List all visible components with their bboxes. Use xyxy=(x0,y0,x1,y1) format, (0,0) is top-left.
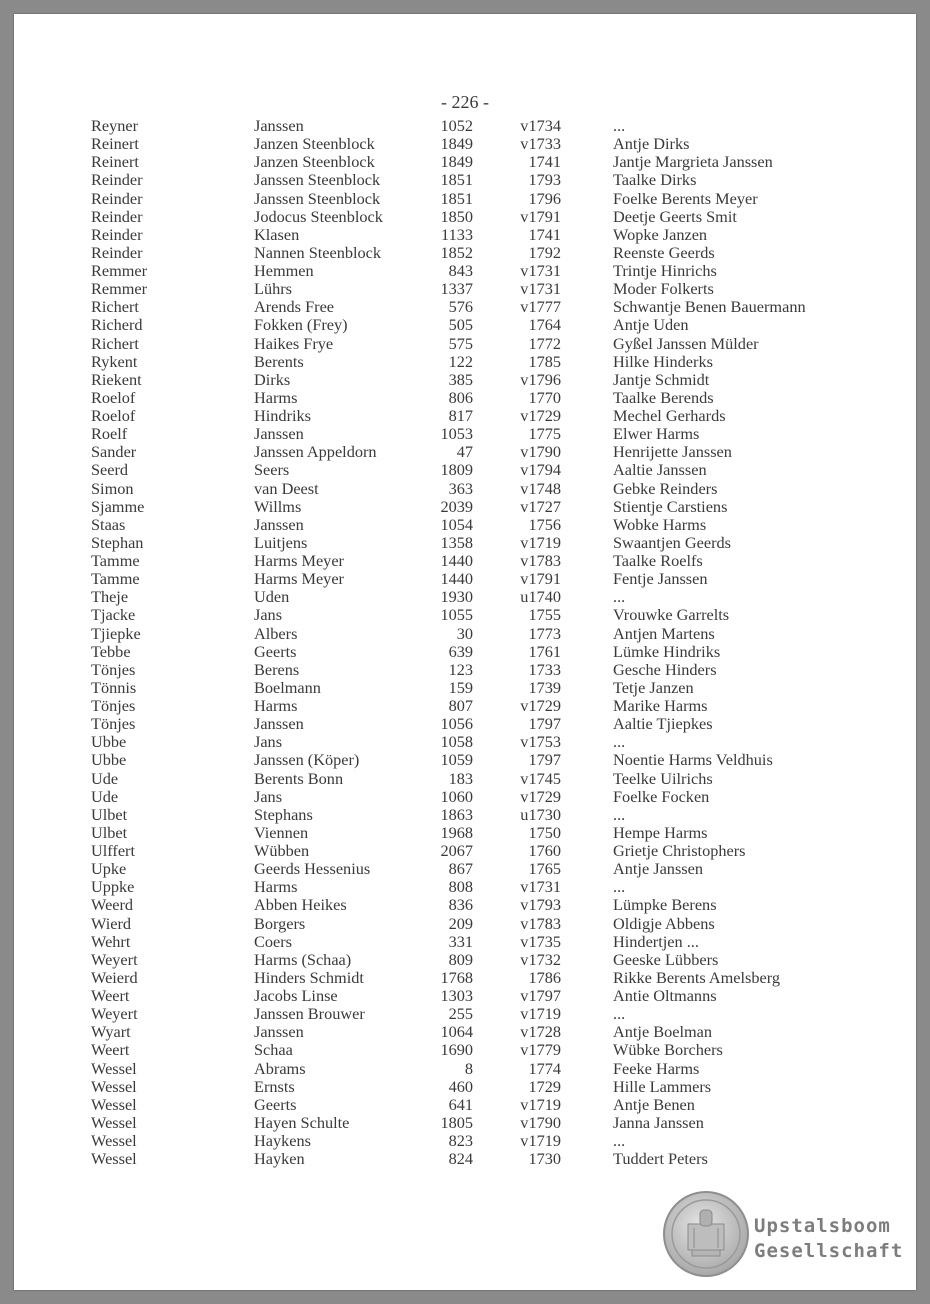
marriage-year: v1731 xyxy=(520,261,561,280)
marriage-year: 1797 xyxy=(528,750,561,770)
register-number: 159 xyxy=(448,677,473,697)
publisher-name-line1: Upstalsboom xyxy=(754,1215,891,1237)
spouse-name: Taalke Dirks xyxy=(613,170,697,190)
spouse-name: Teelke Uilrichs xyxy=(613,768,713,788)
register-number: 641 xyxy=(448,1094,473,1114)
given-name: Tönnis xyxy=(91,677,137,697)
spouse-name: Tuddert Peters xyxy=(613,1149,708,1169)
spouse-name: Janna Janssen xyxy=(613,1112,704,1132)
surname: Haikes Frye xyxy=(254,333,334,353)
spouse-name: Swaantjen Geerds xyxy=(613,532,731,552)
given-name: Weerd xyxy=(91,895,134,915)
marriage-year: v1719 xyxy=(520,1004,561,1024)
marriage-year: v1719 xyxy=(520,532,561,552)
register-number: 183 xyxy=(448,768,473,788)
spouse-name: Geeske Lübbers xyxy=(613,949,719,969)
spouse-name: Jantje Schmidt xyxy=(613,369,710,389)
surname: Wübben xyxy=(254,841,310,860)
register-number: 255 xyxy=(448,1004,473,1024)
marriage-year: 1761 xyxy=(528,641,561,661)
surname: Harms xyxy=(254,696,298,715)
spouse-name: Hille Lammers xyxy=(613,1076,712,1096)
surname: Harms xyxy=(254,387,298,407)
register-number: 1054 xyxy=(440,514,473,534)
surname: Janzen Steenblock xyxy=(254,134,375,154)
surname: Hayen Schulte xyxy=(254,1112,350,1132)
surname: Schaa xyxy=(254,1040,293,1060)
upstalsboom-seal-icon xyxy=(662,1190,750,1278)
spouse-name: Antjen Martens xyxy=(613,623,715,643)
register-number: 460 xyxy=(448,1076,473,1096)
given-name: Sjamme xyxy=(91,496,145,516)
register-number: 1851 xyxy=(440,170,473,190)
surname: Willms xyxy=(254,496,302,516)
register-number: 1849 xyxy=(440,134,473,154)
spouse-name: Gyßel Janssen Mülder xyxy=(613,333,759,353)
marriage-year: 1773 xyxy=(528,623,561,643)
spouse-name: Elwer Harms xyxy=(613,424,700,444)
register-number: 843 xyxy=(448,261,473,280)
register-number: 1337 xyxy=(440,279,473,299)
given-name: Reinder xyxy=(91,224,143,244)
register-number: 2039 xyxy=(440,496,473,516)
register-number: 1851 xyxy=(440,188,473,208)
surname: Nannen Steenblock xyxy=(254,242,382,262)
spouse-name: Taalke Berends xyxy=(613,387,714,407)
marriage-year: 1741 xyxy=(528,224,561,244)
given-name: Tönjes xyxy=(91,696,136,715)
spouse-name: Deetje Geerts Smit xyxy=(613,206,737,226)
marriage-year: v1793 xyxy=(520,895,561,915)
surname: Jans xyxy=(254,605,283,625)
given-name: Reinert xyxy=(91,152,139,172)
register-number: 363 xyxy=(448,478,473,498)
spouse-name: Fentje Janssen xyxy=(613,569,708,589)
marriage-year: v1729 xyxy=(520,786,561,806)
register-number: 639 xyxy=(448,641,473,661)
given-name: Ubbe xyxy=(91,750,127,770)
marriage-year: v1791 xyxy=(520,206,561,226)
given-name: Weyert xyxy=(91,1004,138,1024)
given-name: Reinder xyxy=(91,242,143,262)
spouse-name: Foelke Berents Meyer xyxy=(613,188,758,208)
spouse-name: Oldigje Abbens xyxy=(613,913,715,933)
register-number: 1440 xyxy=(440,551,473,570)
surname: Luitjens xyxy=(254,532,308,552)
surname: Jans xyxy=(254,786,283,806)
register-number: 867 xyxy=(448,859,473,879)
surname: Janssen xyxy=(254,514,304,534)
surname: Jacobs Linse xyxy=(254,986,338,1005)
register-number: 209 xyxy=(448,913,473,933)
spouse-name: Rikke Berents Amelsberg xyxy=(613,967,781,987)
given-name: Theje xyxy=(91,587,129,607)
marriage-year: v1731 xyxy=(520,877,561,897)
given-name: Staas xyxy=(91,514,126,534)
surname: Berens xyxy=(254,659,300,679)
register-number: 1968 xyxy=(440,822,473,842)
marriage-year: 1772 xyxy=(528,333,561,353)
surname: Borgers xyxy=(254,913,306,933)
surname: Berents Bonn xyxy=(254,768,344,788)
marriage-year: 1739 xyxy=(528,677,561,697)
register-number: 1930 xyxy=(440,587,473,607)
marriage-year: 1741 xyxy=(528,152,561,172)
register-number: 576 xyxy=(448,297,473,317)
spouse-name: Antje Benen xyxy=(613,1094,695,1114)
surname: Janssen (Köper) xyxy=(254,750,360,770)
surname: Hemmen xyxy=(254,261,314,280)
register-number: 1809 xyxy=(440,460,473,480)
marriage-year: v1753 xyxy=(520,732,561,752)
register-number: 808 xyxy=(448,877,473,897)
spouse-name: Trintje Hinrichs xyxy=(613,261,717,280)
register-number: 817 xyxy=(448,406,473,425)
surname: Dirks xyxy=(254,369,291,389)
register-number: 123 xyxy=(448,659,473,679)
given-name: Weierd xyxy=(91,967,138,987)
given-name: Tebbe xyxy=(91,641,131,661)
given-name: Ubbe xyxy=(91,732,127,752)
surname: Arends Free xyxy=(254,297,335,317)
given-name: Roelf xyxy=(91,424,128,444)
given-name: Reinder xyxy=(91,188,143,208)
given-name: Remmer xyxy=(91,279,148,299)
surname: Jans xyxy=(254,732,283,752)
given-name: Tamme xyxy=(91,569,140,589)
marriage-year: v1728 xyxy=(520,1022,561,1042)
spouse-name: ... xyxy=(613,1131,626,1150)
surname: Janssen xyxy=(254,116,304,135)
given-name: Roelof xyxy=(91,406,136,425)
surname: Viennen xyxy=(254,822,309,842)
register-number: 1805 xyxy=(440,1112,473,1132)
marriage-year: 1729 xyxy=(528,1076,561,1096)
register-number: 823 xyxy=(448,1131,473,1150)
given-name: Tönjes xyxy=(91,659,136,679)
surname: Harms Meyer xyxy=(254,551,344,570)
marriage-year: v1797 xyxy=(520,986,561,1005)
document-page xyxy=(14,14,916,1290)
spouse-name: Wopke Janzen xyxy=(613,224,708,244)
marriage-year: 1792 xyxy=(528,242,561,262)
marriage-year: v1727 xyxy=(520,496,561,516)
register-number: 47 xyxy=(456,442,473,462)
surname: Janssen xyxy=(254,424,304,444)
given-name: Tamme xyxy=(91,551,140,570)
given-name: Simon xyxy=(91,478,134,498)
given-name: Weert xyxy=(91,1040,130,1060)
surname: Geerts xyxy=(254,1094,297,1114)
spouse-name: Grietje Christophers xyxy=(613,841,746,860)
register-number: 331 xyxy=(448,931,473,951)
marriage-year: v1734 xyxy=(520,116,561,135)
marriage-year: v1748 xyxy=(520,478,561,498)
spouse-name: Wübke Borchers xyxy=(613,1040,723,1060)
register-number: 30 xyxy=(456,623,473,643)
given-name: Wessel xyxy=(91,1149,137,1169)
spouse-name: Marike Harms xyxy=(613,696,708,715)
spouse-name: Hindertjen ... xyxy=(613,931,699,951)
given-name: Richert xyxy=(91,333,139,353)
surname: Seers xyxy=(254,460,290,480)
spouse-name: Tetje Janzen xyxy=(613,677,694,697)
given-name: Tjacke xyxy=(91,605,136,625)
given-name: Remmer xyxy=(91,261,148,280)
surname: Harms xyxy=(254,877,298,897)
surname: Harms (Schaa) xyxy=(254,949,352,969)
marriage-year: 1775 xyxy=(528,424,561,444)
given-name: Sander xyxy=(91,442,137,462)
spouse-name: Wobke Harms xyxy=(613,514,707,534)
register-number: 1133 xyxy=(441,224,473,244)
marriage-year: 1730 xyxy=(528,1149,561,1169)
surname: Janssen xyxy=(254,1022,304,1042)
marriage-year: 1733 xyxy=(528,659,561,679)
spouse-name: ... xyxy=(613,804,626,824)
register-number: 1690 xyxy=(440,1040,473,1060)
page-number: - 226 - xyxy=(441,92,489,112)
register-number: 1358 xyxy=(440,532,473,552)
surname: Janssen Appeldorn xyxy=(254,442,377,462)
spouse-name: Lümke Hindriks xyxy=(613,641,721,661)
given-name: Reinert xyxy=(91,134,139,154)
marriage-year: v1796 xyxy=(520,369,561,389)
given-name: Stephan xyxy=(91,532,144,552)
spouse-name: Taalke Roelfs xyxy=(613,551,703,570)
marriage-year: 1756 xyxy=(528,514,561,534)
register-number: 836 xyxy=(448,895,473,915)
given-name: Reinder xyxy=(91,170,143,190)
spouse-name: Gesche Hinders xyxy=(613,659,717,679)
surname: Janssen xyxy=(254,714,304,734)
spouse-name: Antje Dirks xyxy=(613,134,690,154)
given-name: Ulbet xyxy=(91,822,128,842)
spouse-name: Vrouwke Garrelts xyxy=(613,605,730,625)
surname: Hinders Schmidt xyxy=(254,967,364,987)
surname: Abrams xyxy=(254,1058,306,1078)
given-name: Ulbet xyxy=(91,804,128,824)
surname: Janzen Steenblock xyxy=(254,152,375,172)
given-name: Tjiepke xyxy=(91,623,141,643)
spouse-name: Antje Uden xyxy=(613,315,689,335)
given-name: Wyart xyxy=(91,1022,131,1042)
surname: Fokken (Frey) xyxy=(254,315,348,335)
marriage-year: v1719 xyxy=(520,1094,561,1114)
register-number: 1060 xyxy=(440,786,473,806)
surname: Janssen Steenblock xyxy=(254,188,381,208)
register-number: 385 xyxy=(448,369,473,389)
given-name: Richert xyxy=(91,297,139,317)
given-name: Wessel xyxy=(91,1094,137,1114)
marriage-year: 1755 xyxy=(528,605,561,625)
register-number: 505 xyxy=(448,315,473,335)
marriage-year: v1783 xyxy=(520,913,561,933)
marriage-year: v1733 xyxy=(520,134,561,154)
surname: Coers xyxy=(254,931,292,951)
given-name: Reyner xyxy=(91,116,139,135)
spouse-name: ... xyxy=(613,116,626,135)
register-number: 1064 xyxy=(440,1022,473,1042)
marriage-year: v1731 xyxy=(520,279,561,299)
marriage-year: 1765 xyxy=(528,859,561,879)
surname: Klasen xyxy=(254,224,300,244)
surname: Stephans xyxy=(254,804,313,824)
marriage-year: v1729 xyxy=(520,696,561,715)
given-name: Rykent xyxy=(91,351,138,371)
surname: Haykens xyxy=(254,1131,311,1150)
marriage-year: v1790 xyxy=(520,442,561,462)
register-number: 807 xyxy=(448,696,473,715)
spouse-name: ... xyxy=(613,732,626,752)
register-number: 824 xyxy=(448,1149,473,1169)
given-name: Wehrt xyxy=(91,931,131,951)
given-name: Wessel xyxy=(91,1076,137,1096)
given-name: Weyert xyxy=(91,949,138,969)
marriage-year: 1786 xyxy=(528,967,561,987)
publisher-wordmark xyxy=(754,1214,903,1264)
spouse-name: Antie Oltmanns xyxy=(613,986,717,1005)
surname: Lührs xyxy=(254,279,292,299)
given-name: Richerd xyxy=(91,315,143,335)
surname: Ernsts xyxy=(254,1076,295,1096)
register-number: 122 xyxy=(448,351,473,371)
given-name: Riekent xyxy=(91,369,142,389)
surname: van Deest xyxy=(254,478,319,498)
surname: Janssen Steenblock xyxy=(254,170,381,190)
spouse-name: ... xyxy=(613,587,626,607)
marriage-year: v1794 xyxy=(520,460,561,480)
marriage-year: u1730 xyxy=(520,804,561,824)
register-number: 1768 xyxy=(440,967,473,987)
spouse-name: Reenste Geerds xyxy=(613,242,715,262)
marriage-year: 1750 xyxy=(528,822,561,842)
register-number: 809 xyxy=(448,949,473,969)
surname: Geerds Hessenius xyxy=(254,859,371,879)
given-name: Seerd xyxy=(91,460,129,480)
marriage-year: v1777 xyxy=(520,297,561,317)
register-number: 806 xyxy=(448,387,473,407)
register-number: 2067 xyxy=(440,841,473,860)
register-number: 8 xyxy=(464,1058,473,1078)
marriage-year: 1797 xyxy=(528,714,561,734)
register-number: 1058 xyxy=(440,732,473,752)
register-number: 1052 xyxy=(440,116,473,135)
spouse-name: ... xyxy=(613,877,626,897)
given-name: Roelof xyxy=(91,387,136,407)
marriage-year: v1783 xyxy=(520,551,561,570)
given-name: Wierd xyxy=(91,913,132,933)
given-name: Ulffert xyxy=(91,841,136,860)
marriage-year: v1735 xyxy=(520,931,561,951)
marriage-year: 1774 xyxy=(528,1058,561,1078)
surname: Harms Meyer xyxy=(254,569,344,589)
register-number: 1053 xyxy=(440,424,473,444)
spouse-name: Jantje Margrieta Janssen xyxy=(613,152,773,172)
spouse-name: Schwantje Benen Bauermann xyxy=(613,297,806,317)
surname: Albers xyxy=(254,623,298,643)
publisher-name-line2: Gesellschaft xyxy=(754,1240,904,1262)
surname: Hayken xyxy=(254,1149,305,1169)
spouse-name: Gebke Reinders xyxy=(613,478,718,498)
spouse-name: Moder Folkerts xyxy=(613,279,714,299)
register-number: 1852 xyxy=(440,242,473,262)
given-name: Reinder xyxy=(91,206,143,226)
surname: Abben Heikes xyxy=(254,895,347,915)
given-name: Tönjes xyxy=(91,714,136,734)
surname: Janssen Brouwer xyxy=(254,1004,365,1024)
register-number: 1440 xyxy=(440,569,473,589)
spouse-name: Noentie Harms Veldhuis xyxy=(613,750,773,770)
spouse-name: Aaltie Janssen xyxy=(613,460,707,480)
marriage-year: 1796 xyxy=(528,188,561,208)
spouse-name: Feeke Harms xyxy=(613,1058,700,1078)
spouse-name: Foelke Focken xyxy=(613,786,710,806)
spouse-name: Hempe Harms xyxy=(613,822,708,842)
given-name: Weert xyxy=(91,986,130,1005)
marriage-year: 1760 xyxy=(528,841,561,860)
surname: Boelmann xyxy=(254,677,321,697)
spouse-name: Lümpke Berens xyxy=(613,895,717,915)
marriage-year: v1732 xyxy=(520,949,561,969)
spouse-name: Stientje Carstiens xyxy=(613,496,728,516)
marriage-year: 1770 xyxy=(528,387,561,407)
given-name: Upke xyxy=(91,859,127,879)
register-number: 1849 xyxy=(440,152,473,172)
register-number: 575 xyxy=(448,333,473,353)
register-number: 1055 xyxy=(440,605,473,625)
register-number: 1850 xyxy=(440,206,473,226)
surname: Hindriks xyxy=(254,406,311,425)
register-number: 1056 xyxy=(440,714,473,734)
spouse-name: Aaltie Tjiepkes xyxy=(613,714,713,734)
spouse-name: Antje Boelman xyxy=(613,1022,713,1042)
marriage-year: v1779 xyxy=(520,1040,561,1060)
given-name: Uppke xyxy=(91,877,135,897)
spouse-name: Antje Janssen xyxy=(613,859,703,879)
given-name: Ude xyxy=(91,786,119,806)
marriage-year: v1791 xyxy=(520,569,561,589)
given-name: Ude xyxy=(91,768,119,788)
spouse-name: Mechel Gerhards xyxy=(613,406,726,425)
spouse-name: Henrijette Janssen xyxy=(613,442,732,462)
marriage-year: 1785 xyxy=(528,351,561,371)
surname: Berents xyxy=(254,351,304,371)
spouse-name: ... xyxy=(613,1004,626,1024)
marriage-year: v1745 xyxy=(520,768,561,788)
surname: Geerts xyxy=(254,641,297,661)
given-name: Wessel xyxy=(91,1112,137,1132)
marriage-year: v1719 xyxy=(520,1131,561,1150)
marriage-year: 1793 xyxy=(528,170,561,190)
register-number: 1303 xyxy=(440,986,473,1005)
given-name: Wessel xyxy=(91,1131,137,1150)
marriage-year: v1790 xyxy=(520,1112,561,1132)
surname: Jodocus Steenblock xyxy=(254,206,383,226)
register-number: 1863 xyxy=(440,804,473,824)
marriage-year: v1729 xyxy=(520,406,561,425)
surname: Uden xyxy=(254,587,290,607)
given-name: Wessel xyxy=(91,1058,137,1078)
marriage-year: 1764 xyxy=(528,315,561,335)
register-number: 1059 xyxy=(440,750,473,770)
spouse-name: Hilke Hinderks xyxy=(613,351,713,371)
marriage-year: u1740 xyxy=(520,587,561,607)
